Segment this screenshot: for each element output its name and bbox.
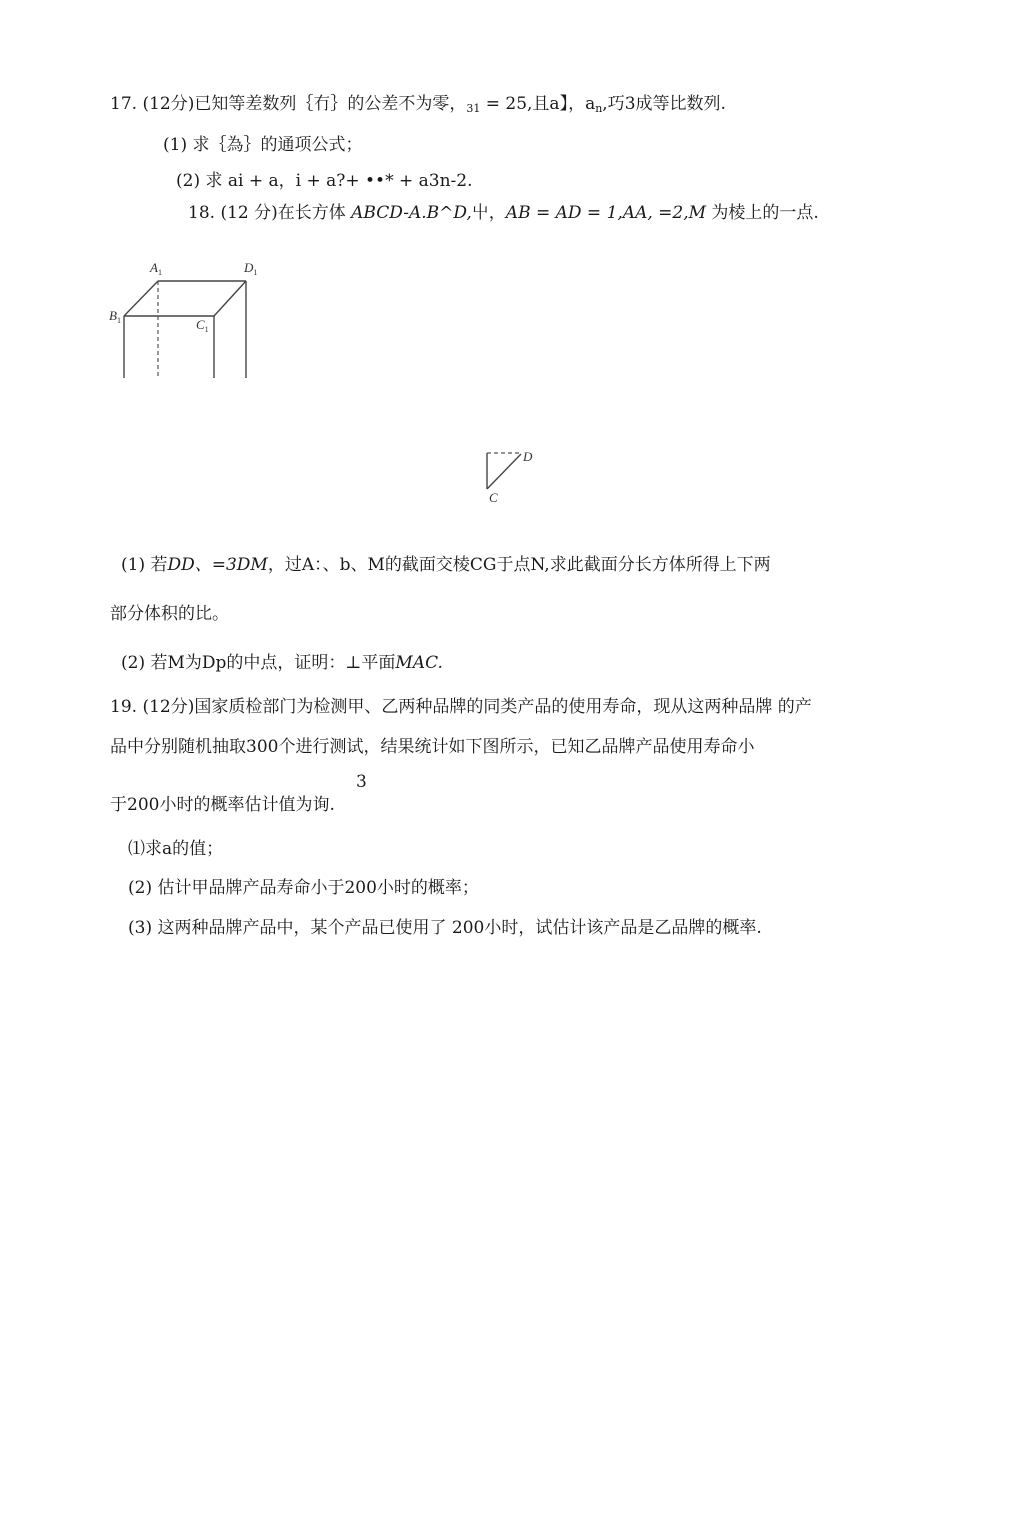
q17-part2: (2) 求 ai + a，i + a?+ ••* + a3n-2. (176, 171, 473, 191)
q18-part2 (121, 652, 443, 674)
cuboid-figure-top (100, 250, 280, 390)
q18-part1-condition: DD、=3DM (167, 555, 268, 575)
q17-heading-c: ,巧3成等比数列. (602, 94, 726, 114)
q18-heading-b: 屮， (471, 203, 506, 223)
q17-heading (110, 93, 726, 120)
label-d: D (523, 449, 533, 464)
q18-heading-a: 18. (12 分)在长方体 (188, 203, 352, 223)
q17-part1: (1) 求｛為｝的通项公式； (163, 135, 363, 155)
label-c1: $C_1$ (196, 317, 209, 334)
q18-heading (188, 202, 819, 224)
q18-part1-continued: 部分体积的比。 (110, 604, 229, 624)
cuboid-figure-bottom (475, 445, 545, 505)
label-b1: $B_1$ (109, 308, 121, 325)
q17-heading-subscript-n: n (595, 102, 603, 115)
q19-part2: (2) 估计甲品牌产品寿命小于200小时的概率； (128, 878, 479, 898)
label-c: C (489, 490, 498, 505)
q18-part2-a: (2) 若M为Dp的中点，证明：⊥平面 (121, 653, 396, 673)
q18-part2-plane: MAC. (395, 653, 443, 673)
q18-heading-c: 为棱上的一点. (706, 203, 819, 223)
q19-part1: ⑴求a的值； (128, 839, 224, 859)
q18-part1-b: ，过A：、b、M的截面交棱CG于点N,求此截面分长方体所得上下两 (267, 555, 771, 575)
label-a1: $A_1$ (150, 260, 162, 277)
q19-line3: 于200小时的概率估计值为询. (110, 795, 335, 815)
q19-line2: 品中分别随机抽取300个进行测试，结果统计如下图所示，已知乙品牌产品使用寿命小 (110, 737, 755, 757)
q18-part1 (121, 554, 771, 576)
label-d1: $D_1$ (244, 260, 258, 277)
q18-heading-solid: ABCD-A.B^D, (351, 203, 472, 223)
q17-heading-a: 17. (12分)已知等差数列｛冇｝的公差不为零， (110, 94, 467, 114)
q18-heading-lengths: AB = AD = 1,AA, =2,M (505, 203, 707, 223)
q17-heading-subscript: 31 (466, 102, 481, 115)
q19-part3: (3) 这两种品牌产品中，某个产品已使用了 200小时，试估计该产品是乙品牌的概率. (128, 918, 762, 938)
q17-heading-b: = 25,且a】，a (480, 94, 596, 114)
q19-heading: 19. (12分)国家质检部门为检测甲、乙两种品牌的同类产品的使用寿命，现从这两种品牌 的产 (110, 697, 812, 717)
q19-fraction-numerator: 3 (356, 772, 367, 792)
q18-part1-a: (1) 若 (121, 555, 168, 575)
